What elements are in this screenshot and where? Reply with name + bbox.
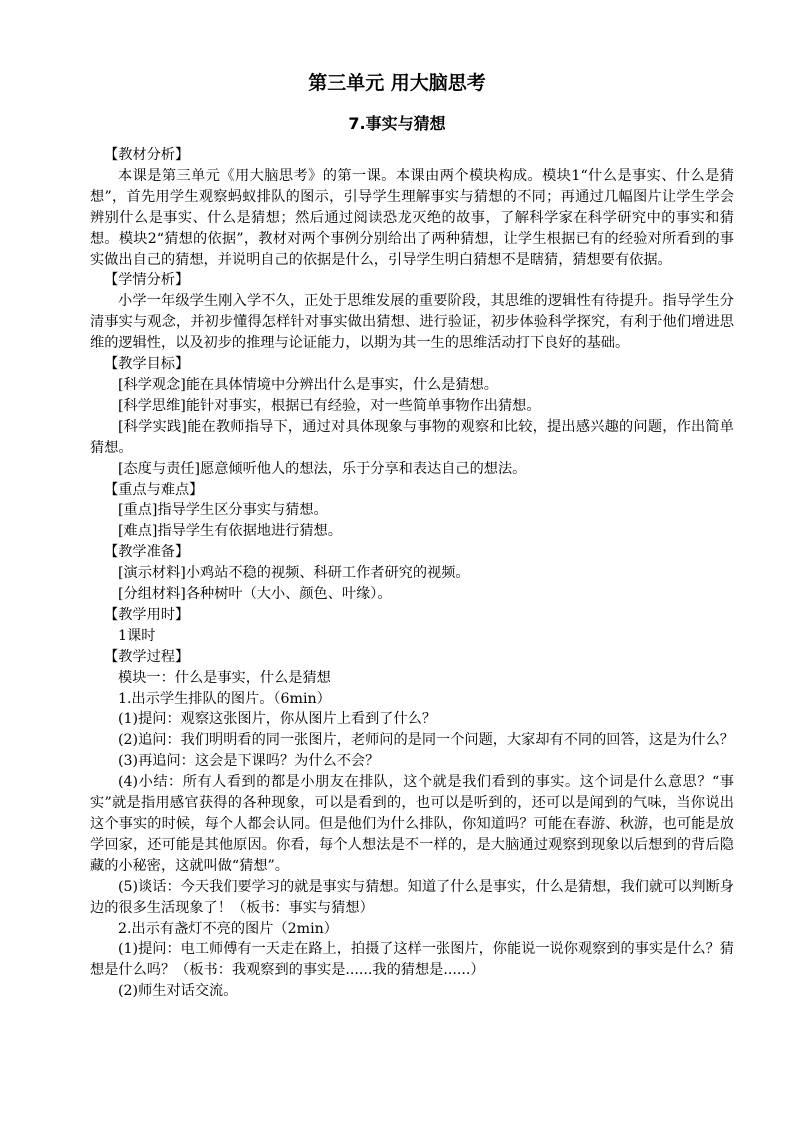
- paragraph: 本课是第三单元《用大脑思考》的第一课。本课由两个模块构成。模块1“什么是事实、什么是猜想”，首先用学生观察蚂蚁排队的图示，引导学生理解事实与猜想的不同；再通过几幅图片让学生学会辨别什么是事实、什么是猜想；然后通过阅读恐龙灭绝的故事，了解科学家在科学研究中的事实和猜想。模块2“猜想的依据”，教材对两个事例分别给出了两种猜想，让学生根据已有的经验对所看到的事实做出自己的猜想，并说明自己的依据是什么，引导学生明白猜想不是瞎猜，猜想要有依据。: [90, 167, 734, 268]
- paragraph: [态度与责任]愿意倾听他人的想法，乐于分享和表达自己的想法。: [118, 460, 527, 477]
- section-heading: 【教材分析】: [104, 147, 190, 163]
- paragraph: (5)谈话：今天我们要学习的就是事实与猜想。知道了什么是事实，什么是猜想，我们就可以判断身边的很多生活现象了！（板书：事实与猜想）: [90, 878, 734, 916]
- paragraph: 小学一年级学生刚入学不久，正处于思维发展的重要阶段，其思维的逻辑性有待提升。指导学生分清事实与观念，并初步懂得怎样针对事实做出猜想、进行验证，初步体验科学探究，有利于他们增进思维的逻辑性，以及初步的推理与论证能力，以期为其一生的思维活动打下良好的基础。: [90, 293, 734, 352]
- document-body: [90, 145, 734, 1002]
- section-heading: 【教学准备】: [104, 544, 190, 561]
- paragraph: [重点]指导学生区分事实与猜想。: [118, 502, 328, 519]
- paragraph: 1.出示学生排队的图片。（6min）: [118, 690, 331, 707]
- paragraph: (1)提问：观察这张图片，你从图片上看到了什么？: [118, 711, 437, 728]
- page-title: 第三单元 用大脑思考: [308, 72, 486, 94]
- section-heading: 【学情分析】: [104, 272, 190, 289]
- paragraph: [科学实践]能在教师指导下，通过对具体现象与事物的观察和比较，提出感兴趣的问题，作出简单猜想。: [90, 418, 734, 456]
- paragraph: (4)小结：所有人看到的都是小朋友在排队，这个就是我们看到的事实。这个词是什么意思？“事实”就是指用感官获得的各种现象，可以是看到的，也可以是听到的，还可以是闻到的气味，当你说出这个事实的时候，每个人都会认同。但是他们为什么排队，你知道吗？可能在春游、秋游，也可能是放学回家，还可能是其他原因。你看，每个人想法是不一样的，是大脑通过观察到现象以后想到的背后隐藏的小秘密，这就叫做“猜想”。: [90, 774, 734, 874]
- paragraph: (3)再追问：这会是下课吗？为什么不会？: [118, 753, 380, 770]
- paragraph: [难点]指导学生有依据地进行猜想。: [118, 523, 342, 540]
- section-heading: 【重点与难点】: [104, 481, 204, 498]
- lesson-title: 7.事实与猜想: [348, 114, 446, 133]
- paragraph: (2)追问：我们明明看的同一张图片，老师问的是同一个问题，大家却有不同的回答，这是为什么？: [118, 732, 734, 749]
- paragraph: [分组材料]各种树叶（大小、颜色、叶缘）。: [118, 586, 392, 603]
- section-heading: 【教学用时】: [104, 606, 190, 623]
- paragraph: 模块一：什么是事实，什么是猜想: [118, 669, 331, 686]
- paragraph: [科学观念]能在具体情境中分辨出什么是事实，什么是猜想。: [118, 376, 498, 393]
- paragraph: 2.出示有盏灯不亮的图片（2min）: [118, 920, 338, 937]
- paragraph: (1)提问：电工师傅有一天走在路上，拍摄了这样一张图片，你能说一说你观察到的事实是什么？猜想是什么吗？（板书：我观察到的事实是......我的猜想是......）: [90, 941, 734, 979]
- paragraph: 1课时: [118, 627, 156, 644]
- paragraph: [科学思维]能针对事实，根据已有经验，对一些简单事物作出猜想。: [118, 397, 541, 414]
- paragraph: (2)师生对话交流。: [118, 983, 238, 1000]
- paragraph: [演示材料]小鸡站不稳的视频、科研工作者研究的视频。: [118, 565, 470, 582]
- section-heading: 【教学过程】: [104, 648, 190, 665]
- section-heading: 【教学目标】: [104, 356, 190, 373]
